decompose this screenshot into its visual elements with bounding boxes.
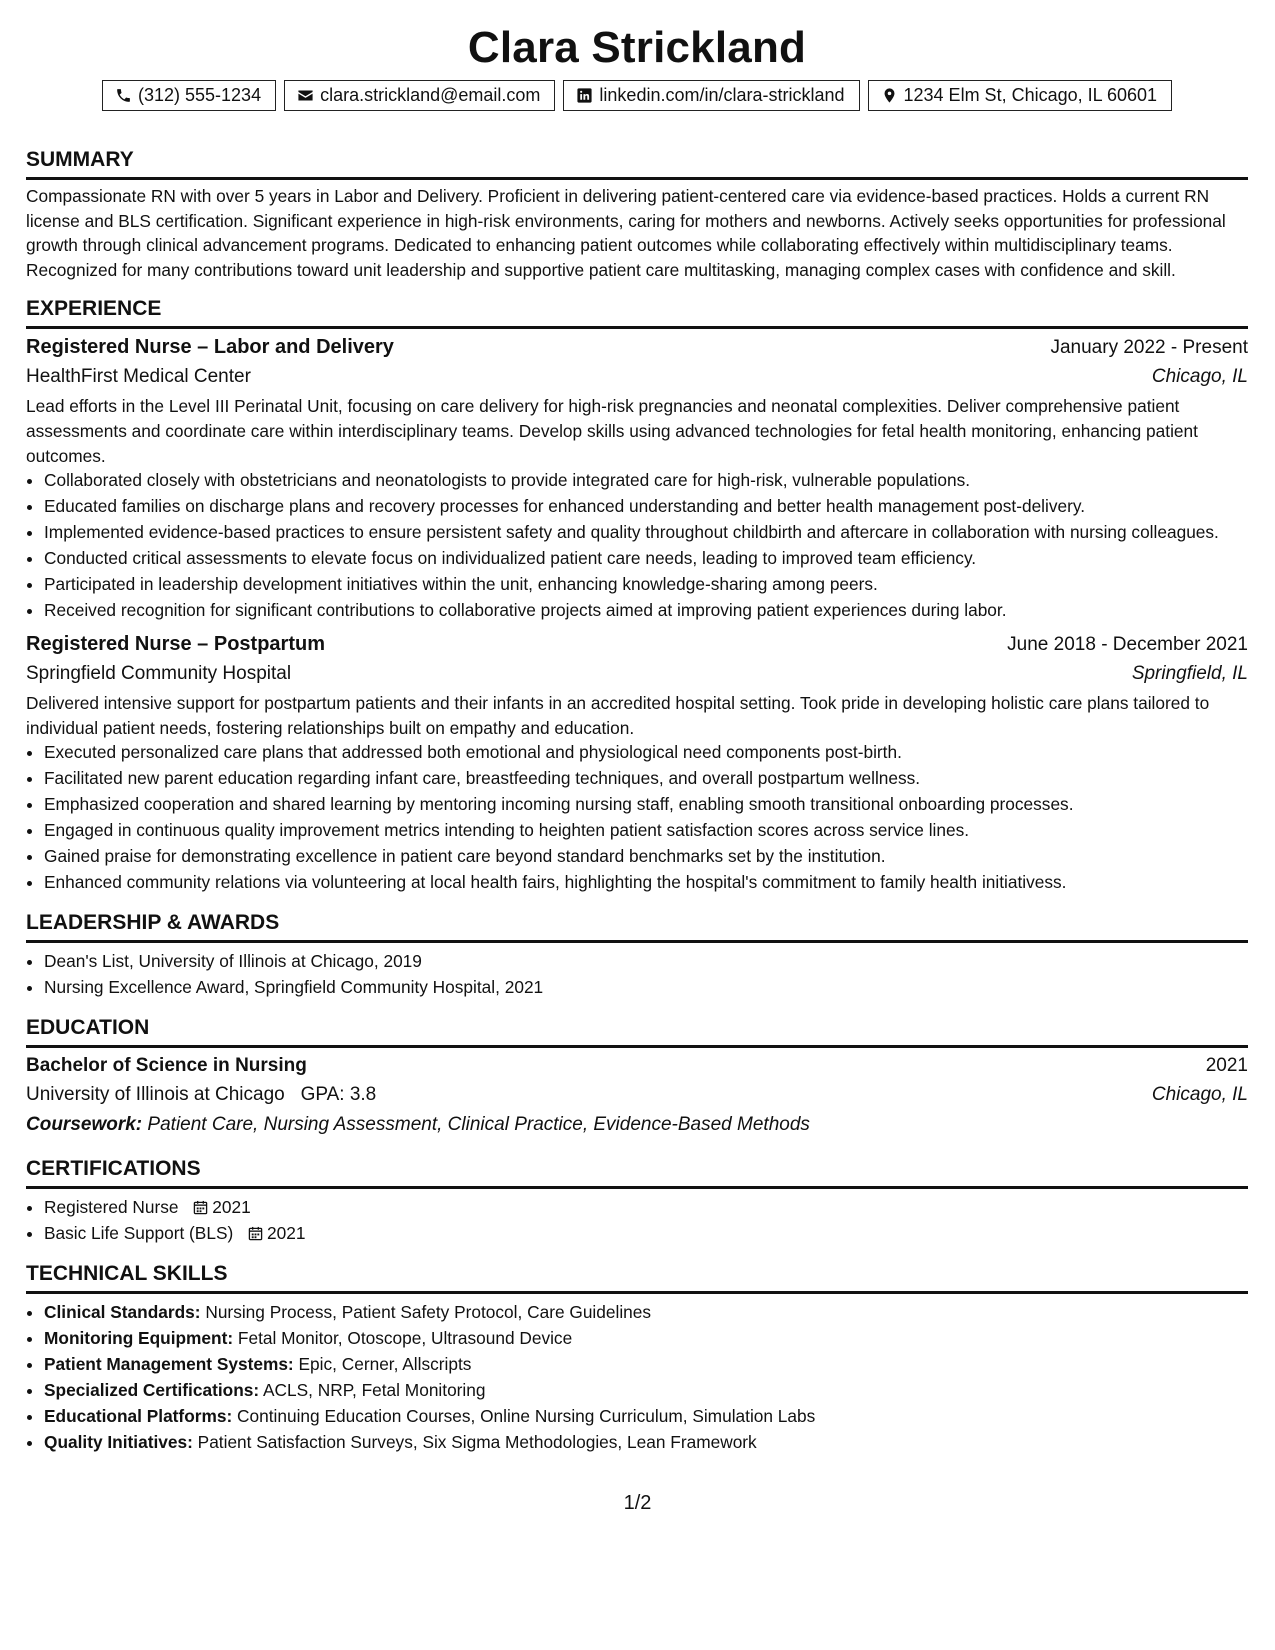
section-title: EDUCATION xyxy=(26,1015,1248,1048)
skill-label: Quality Initiatives: xyxy=(44,1432,193,1453)
leadership-section xyxy=(26,910,1248,999)
graduation-year: 2021 xyxy=(1205,1055,1248,1077)
list-item xyxy=(44,1378,1248,1402)
skill-value: ACLS, NRP, Fetal Monitoring xyxy=(262,1380,486,1401)
cert-year: 2021 xyxy=(212,1197,251,1218)
education-section xyxy=(26,1015,1248,1140)
list-item xyxy=(44,1195,1248,1219)
coursework xyxy=(26,1110,1248,1140)
school-name: University of Illinois at Chicago xyxy=(26,1084,285,1106)
list-item: • Dean's List, University of Illinois at Chicago, 2019 xyxy=(44,949,1248,973)
job-bullets xyxy=(26,740,1248,894)
job-dates: June 2018 - December 2021 xyxy=(1007,634,1248,656)
list-item: • Emphasized cooperation and shared learning by mentoring incoming nursing staff, enabling smooth transitional onboarding processes. xyxy=(44,792,1248,816)
skill-label: Patient Management Systems: xyxy=(44,1354,294,1375)
job-description: Lead efforts in the Level III Perinatal Unit, focusing on care delivery for high-risk pregnancies and neonatal complexities. Deliver comprehensive patient assessments and coordinate care within interdisciplinary teams. Develop skills using advanced technologies for fetal health monitoring, enhancing patient outcomes. xyxy=(26,396,1198,466)
employer-name: Springfield Community Hospital xyxy=(26,663,292,685)
summary-text: Compassionate RN with over 5 years in Labor and Delivery. Proficient in delivering patient-centered care via evidence-based practices. Holds a current RN license and BLS certification. Significant experience in high-risk environments, caring for mothers and newborns. Actively seeks opportunities for professional growth through clinical advancement programs. Dedicated to enhancing patient outcomes while collaborating effectively within multidisciplinary teams. Recognized for many contributions toward unit leadership and supportive patient care multitasking, managing complex cases with confidence and skill. xyxy=(26,186,1226,280)
awards-list xyxy=(26,949,1248,999)
map-pin-icon xyxy=(881,87,898,104)
summary-section xyxy=(26,147,1248,282)
resume-page xyxy=(26,22,1248,1456)
section-title: EXPERIENCE xyxy=(26,296,1248,329)
employer-name: HealthFirst Medical Center xyxy=(26,366,251,388)
job-entry xyxy=(26,333,1248,622)
list-item: • Facilitated new parent education regarding infant care, breastfeeding techniques, and overall postpartum wellness. xyxy=(44,766,1248,790)
list-item xyxy=(44,1326,1248,1350)
email-text: clara.strickland@email.com xyxy=(320,84,541,105)
list-item: • Educated families on discharge plans and recovery processes for enhanced understanding and better health management post-delivery. xyxy=(44,494,1248,518)
skill-value: Epic, Cerner, Allscripts xyxy=(298,1354,472,1375)
skill-label: Specialized Certifications: xyxy=(44,1380,260,1401)
section-title: SUMMARY xyxy=(26,147,1248,180)
job-bullets xyxy=(26,468,1248,622)
linkedin-text: linkedin.com/in/clara-strickland xyxy=(599,84,845,105)
contact-address[interactable] xyxy=(868,80,1173,111)
skill-label: Educational Platforms: xyxy=(44,1406,233,1427)
job-location: Springfield, IL xyxy=(1131,663,1248,685)
skill-value: Nursing Process, Patient Safety Protocol, Care Guidelines xyxy=(205,1302,652,1323)
list-item xyxy=(44,1430,1248,1454)
phone-text: (312) 555-1234 xyxy=(137,84,262,105)
calendar-icon xyxy=(248,1226,263,1241)
skills-list xyxy=(26,1300,1248,1454)
section-title: CERTIFICATIONS xyxy=(26,1156,1248,1189)
list-item: • Gained praise for demonstrating excellence in patient care beyond standard benchmarks set by the institution. xyxy=(44,844,1248,868)
list-item xyxy=(44,1300,1248,1324)
list-item: • Engaged in continuous quality improvement metrics intending to heighten patient satisfaction scores across service lines. xyxy=(44,818,1248,842)
job-location: Chicago, IL xyxy=(1151,366,1248,388)
envelope-icon xyxy=(297,87,314,104)
job-entry xyxy=(26,630,1248,894)
address-text: 1234 Elm St, Chicago, IL 60601 xyxy=(903,84,1158,105)
contact-phone[interactable] xyxy=(102,80,276,111)
skill-value: Continuing Education Courses, Online Nursing Curriculum, Simulation Labs xyxy=(237,1406,816,1427)
list-item: • Participated in leadership development initiatives within the unit, enhancing knowledge-sharing among peers. xyxy=(44,572,1248,596)
experience-section xyxy=(26,296,1248,894)
contact-bar xyxy=(26,80,1248,111)
list-item: • Enhanced community relations via volunteering at local health fairs, highlighting the hospital's commitment to family health initiativess. xyxy=(44,870,1248,894)
list-item: • Conducted critical assessments to elevate focus on individualized patient care needs, leading to improved team efficiency. xyxy=(44,546,1248,570)
school-location: Chicago, IL xyxy=(1151,1084,1248,1106)
list-item: • Nursing Excellence Award, Springfield Community Hospital, 2021 xyxy=(44,975,1248,999)
list-item xyxy=(44,1404,1248,1428)
skill-value: Patient Satisfaction Surveys, Six Sigma Methodologies, Lean Framework xyxy=(197,1432,757,1453)
page-number: 1/2 xyxy=(623,1492,652,1514)
cert-list xyxy=(26,1195,1248,1245)
job-description: Delivered intensive support for postpartum patients and their infants in an accredited hospital setting. Took pride in developing holistic care plans tailored to individual patient needs, fostering relationships built on empathy and education. xyxy=(26,693,1210,738)
cert-year: 2021 xyxy=(267,1223,306,1244)
job-title: Registered Nurse – Postpartum xyxy=(26,633,325,656)
cert-name: Basic Life Support (BLS) xyxy=(44,1223,234,1244)
coursework-label: Coursework: xyxy=(26,1114,143,1136)
list-item: • Executed personalized care plans that addressed both emotional and physiological need components post-birth. xyxy=(44,740,1248,764)
coursework-text: Patient Care, Nursing Assessment, Clinical Practice, Evidence-Based Methods xyxy=(147,1114,810,1136)
calendar-icon xyxy=(193,1200,208,1215)
cert-name: Registered Nurse xyxy=(44,1197,179,1218)
section-title: LEADERSHIP & AWARDS xyxy=(26,910,1248,943)
contact-email[interactable] xyxy=(284,80,555,111)
section-title: TECHNICAL SKILLS xyxy=(26,1261,1248,1294)
gpa: GPA: 3.8 xyxy=(300,1084,377,1106)
list-item xyxy=(44,1221,1248,1245)
linkedin-icon xyxy=(576,87,593,104)
contact-linkedin[interactable] xyxy=(563,80,859,111)
job-title: Registered Nurse – Labor and Delivery xyxy=(26,336,394,359)
list-item: • Received recognition for significant contributions to collaborative projects aimed at improving patient experiences during labor. xyxy=(44,598,1248,622)
candidate-name: Clara Strickland xyxy=(467,23,807,72)
skill-label: Monitoring Equipment: xyxy=(44,1328,234,1349)
skills-section xyxy=(26,1261,1248,1454)
phone-icon xyxy=(115,87,132,104)
skill-value: Fetal Monitor, Otoscope, Ultrasound Device xyxy=(237,1328,573,1349)
certifications-section xyxy=(26,1156,1248,1245)
skill-label: Clinical Standards: xyxy=(44,1302,201,1323)
list-item: • Collaborated closely with obstetricians and neonatologists to provide integrated care for high-risk, vulnerable populations. xyxy=(44,468,1248,492)
degree-name: Bachelor of Science in Nursing xyxy=(26,1055,307,1077)
job-dates: January 2022 - Present xyxy=(1050,337,1248,359)
list-item xyxy=(44,1352,1248,1376)
list-item: • Implemented evidence-based practices to ensure persistent safety and quality throughout childbirth and aftercare in collaboration with nursing colleagues. xyxy=(44,520,1248,544)
